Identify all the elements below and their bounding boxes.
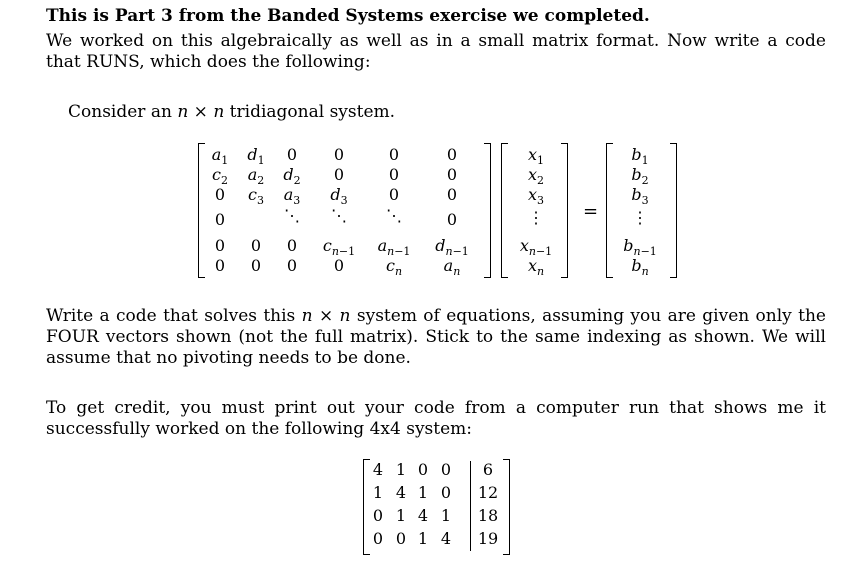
matrix-left-bracket — [198, 143, 205, 278]
matrix-cell: 0 — [286, 236, 298, 255]
matrix-cell: $a_1$ — [211, 145, 229, 168]
matrix-cell: $a_n$ — [443, 256, 461, 279]
augmented-coefficient: 0 — [395, 529, 407, 548]
augmented-coefficient: 1 — [417, 529, 429, 548]
matrix-ddots: ⋱ — [386, 206, 402, 225]
intro-paragraph: We worked on this algebraically as well as in a small matrix format. Now write a code that RUNS, which does the following: — [46, 31, 826, 72]
augmented-rhs-entry: 6 — [482, 460, 494, 479]
matrix-cell: $a_{n-1}$ — [377, 236, 411, 259]
consider-suffix: tridiagonal system. — [224, 102, 396, 122]
x-vector-vdots: ⋮ — [528, 208, 544, 227]
x-vector-entry: $x_n$ — [527, 256, 545, 279]
augmented-coefficient: 1 — [395, 506, 407, 525]
matrix-cell: 0 — [286, 256, 298, 275]
augmented-coefficient: 0 — [372, 506, 384, 525]
augmented-rhs-entry: 18 — [477, 506, 499, 525]
consider-prefix: Consider an — [68, 102, 178, 122]
b-vector-entry: $b_n$ — [631, 256, 649, 279]
instructions-part1: Write a code that solves this — [46, 306, 302, 326]
matrix-cell: $d_2$ — [283, 165, 301, 188]
matrix-cell: 0 — [250, 256, 262, 275]
exercise-title: This is Part 3 from the Banded Systems exercise we completed. — [46, 6, 650, 26]
matrix-cell: 0 — [388, 145, 400, 164]
x-vector-entry: $x_3$ — [527, 185, 545, 208]
matrix-cell: $c_3$ — [248, 185, 264, 208]
matrix-cell: $d_3$ — [330, 185, 348, 208]
instructions-math: n × n — [301, 306, 351, 326]
augmented-coefficient: 1 — [440, 506, 452, 525]
b-vector-entry: $b_{n-1}$ — [623, 236, 657, 259]
instructions-part2: system of equations, assuming you are given only the FOUR vectors shown (not the full matrix). Stick to the same indexing as shown. We will assume that no pivoting needs to be done. — [46, 306, 826, 368]
matrix-cell: 0 — [446, 210, 458, 229]
b-vector-right-bracket — [670, 143, 677, 278]
matrix-cell: 0 — [214, 185, 226, 204]
b-vector-left-bracket — [606, 143, 613, 278]
matrix-cell: 0 — [333, 256, 345, 275]
augmented-coefficient: 4 — [395, 483, 407, 502]
augmented-coefficient: 0 — [372, 529, 384, 548]
matrix-cell: 0 — [388, 165, 400, 184]
matrix-cell: $c_n$ — [385, 256, 403, 279]
matrix-ddots: ⋱ — [331, 206, 347, 225]
augmented-coefficient: 0 — [417, 460, 429, 479]
matrix-cell: $a_2$ — [247, 165, 265, 188]
b-vector-vdots: ⋮ — [632, 208, 648, 227]
x-vector-entry: $x_1$ — [527, 145, 545, 168]
matrix-ddots: ⋱ — [284, 206, 300, 225]
augmented-coefficient: 0 — [440, 483, 452, 502]
matrix-cell: $a_3$ — [283, 185, 301, 208]
augmented-coefficient: 1 — [417, 483, 429, 502]
augmented-coefficient: 0 — [440, 460, 452, 479]
matrix-cell: 0 — [446, 145, 458, 164]
augmented-coefficient: 4 — [417, 506, 429, 525]
augmented-matrix — [357, 457, 517, 557]
equals-sign: = — [583, 201, 599, 222]
matrix-cell: 0 — [388, 185, 400, 204]
x-vector-entry: $x_{n-1}$ — [519, 236, 553, 259]
matrix-cell: 0 — [250, 236, 262, 255]
augmented-rhs-entry: 12 — [477, 483, 499, 502]
consider-line — [68, 102, 395, 122]
b-vector-entry: $b_1$ — [631, 145, 649, 168]
augmented-right-bracket — [503, 459, 510, 555]
x-vector-entry: $x_2$ — [527, 165, 545, 188]
matrix-cell: $d_{n-1}$ — [435, 236, 469, 259]
x-vector-left-bracket — [501, 143, 508, 278]
matrix-cell: 0 — [214, 210, 226, 229]
matrix-cell: 0 — [214, 256, 226, 275]
matrix-cell: 0 — [446, 185, 458, 204]
augmented-coefficient: 1 — [372, 483, 384, 502]
consider-math: n × n — [177, 102, 225, 122]
matrix-cell: 0 — [333, 165, 345, 184]
matrix-cell: 0 — [286, 145, 298, 164]
augmented-divider — [470, 461, 471, 551]
matrix-cell: 0 — [214, 236, 226, 255]
matrix-right-bracket — [484, 143, 491, 278]
instructions-paragraph — [46, 306, 826, 369]
credit-paragraph: To get credit, you must print out your code from a computer run that shows me it successfully worked on the following 4x4 system: — [46, 398, 826, 439]
matrix-cell: $d_1$ — [247, 145, 265, 168]
x-vector-right-bracket — [561, 143, 568, 278]
augmented-left-bracket — [363, 459, 370, 555]
b-vector-entry: $b_2$ — [631, 165, 649, 188]
matrix-cell: 0 — [333, 145, 345, 164]
augmented-coefficient: 4 — [440, 529, 452, 548]
augmented-rhs-entry: 19 — [477, 529, 499, 548]
augmented-coefficient: 4 — [372, 460, 384, 479]
matrix-cell: $c_{n-1}$ — [322, 236, 356, 259]
matrix-cell: $c_2$ — [212, 165, 228, 188]
augmented-coefficient: 1 — [395, 460, 407, 479]
b-vector-entry: $b_3$ — [631, 185, 649, 208]
matrix-cell: 0 — [446, 165, 458, 184]
